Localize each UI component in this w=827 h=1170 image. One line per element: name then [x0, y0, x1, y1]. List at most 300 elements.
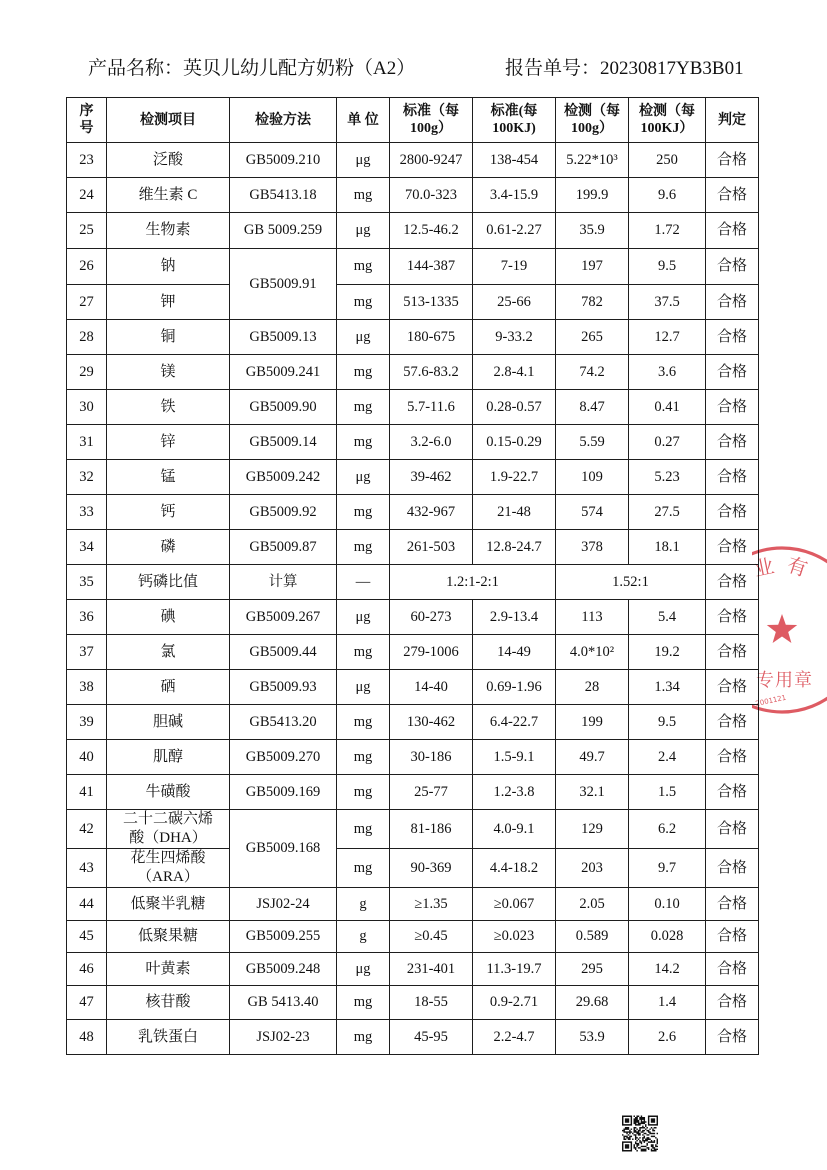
unit-text: mg — [353, 363, 373, 380]
judgement-text: 合格 — [716, 151, 747, 168]
row-number — [67, 565, 107, 600]
measured-per-100g-text: 782 — [581, 293, 603, 310]
test-item — [107, 213, 230, 249]
measured-per-100g-text: 295 — [581, 960, 603, 977]
measured-per-100kj-text: 14.2 — [654, 960, 680, 977]
standard-per-100g — [390, 888, 473, 921]
row-number-text: 44 — [79, 895, 94, 912]
measured-per-100kj-text: 18.1 — [654, 538, 680, 555]
standard-per-100g-text: 90-369 — [410, 859, 452, 876]
measured-per-100kj — [629, 495, 706, 530]
unit — [337, 143, 390, 178]
standard-per-100kj-text: 0.69-1.96 — [486, 678, 542, 695]
test-method — [230, 249, 337, 320]
measured-per-100g — [556, 810, 629, 849]
measured-per-100g — [556, 355, 629, 390]
standard-per-100g — [390, 178, 473, 213]
row-number — [67, 670, 107, 705]
test-item-text: 核苷酸 — [145, 994, 191, 1010]
standard-per-100kj — [473, 600, 556, 635]
standard-per-100g — [390, 740, 473, 775]
row-number — [67, 810, 107, 849]
unit-text: mg — [353, 186, 373, 203]
standard-per-100g — [390, 320, 473, 355]
standard-per-100kj-text: 11.3-19.7 — [486, 960, 542, 977]
unit-text: μg — [355, 151, 371, 168]
measured-per-100g — [556, 849, 629, 888]
test-item — [107, 355, 230, 390]
test-item-text: 铁 — [160, 398, 176, 415]
test-method — [230, 425, 337, 460]
test-item — [107, 143, 230, 178]
standard-per-100g — [390, 530, 473, 565]
measured-per-100g — [556, 530, 629, 565]
test-item — [107, 775, 230, 810]
measured-per-100g-text: 53.9 — [579, 1028, 605, 1045]
judgement-text: 合格 — [716, 783, 747, 800]
unit-text: mg — [353, 293, 373, 310]
standard-per-100kj-text: 2.9-13.4 — [489, 608, 539, 625]
judgement — [706, 986, 759, 1020]
measured-per-100g-text: 29.68 — [575, 994, 609, 1010]
row-number-text: 34 — [79, 538, 94, 555]
standard-per-100kj — [473, 635, 556, 670]
standard-per-100kj-text: ≥0.067 — [493, 895, 535, 912]
standard-per-100kj — [473, 213, 556, 249]
table-row — [67, 530, 759, 565]
judgement-text: 合格 — [716, 398, 747, 415]
judgement — [706, 888, 759, 921]
row-number-text: 43 — [79, 859, 94, 876]
measured-per-100g — [556, 635, 629, 670]
measured-per-100kj-text: 1.72 — [654, 222, 680, 238]
standard-per-100kj — [473, 775, 556, 810]
test-item — [107, 888, 230, 921]
unit-text: mg — [353, 433, 373, 450]
table-row — [67, 849, 759, 888]
measured-per-100g-text: 28 — [584, 678, 600, 695]
table-row — [67, 565, 759, 600]
standard-per-100kj — [473, 390, 556, 425]
standard-per-100g — [390, 495, 473, 530]
test-item-text: 乳铁蛋白 — [137, 1028, 198, 1045]
unit-text: mg — [353, 643, 373, 660]
unit — [337, 849, 390, 888]
table-row — [67, 705, 759, 740]
unit-text: mg — [353, 258, 373, 274]
test-method-text: GB5413.18 — [249, 186, 317, 203]
header-text: 序 — [79, 104, 94, 119]
unit — [337, 285, 390, 320]
test-item — [107, 320, 230, 355]
judgement-text: 合格 — [716, 643, 747, 660]
measured-per-100kj — [629, 249, 706, 285]
table-row — [67, 425, 759, 460]
measured-per-100kj — [629, 390, 706, 425]
measured-per-100g — [556, 285, 629, 320]
standard-per-100g-text: 130-462 — [406, 713, 456, 730]
measured-per-100kj — [629, 775, 706, 810]
test-item — [107, 705, 230, 740]
measured-per-100g — [556, 705, 629, 740]
standard-per-100kj — [473, 888, 556, 921]
header-text: 100g） — [410, 121, 452, 136]
row-number — [67, 986, 107, 1020]
table-row — [67, 249, 759, 285]
unit-text: μg — [355, 608, 371, 625]
measured-per-100g-text: 199 — [581, 713, 603, 730]
judgement — [706, 670, 759, 705]
standard-per-100g — [390, 565, 556, 600]
row-number — [67, 775, 107, 810]
test-item — [107, 921, 230, 953]
standard-per-100g-text: 3.2-6.0 — [410, 433, 452, 450]
judgement — [706, 565, 759, 600]
test-method-text: GB5009.44 — [249, 643, 317, 660]
standard-per-100g — [390, 810, 473, 849]
standard-per-100g — [390, 953, 473, 986]
test-method — [230, 775, 337, 810]
measured-per-100kj — [629, 460, 706, 495]
header-text: 检验方法 — [255, 112, 311, 128]
standard-per-100kj-text: 7-19 — [500, 258, 528, 274]
table-row — [67, 285, 759, 320]
judgement — [706, 355, 759, 390]
judgement — [706, 143, 759, 178]
table-head — [67, 98, 759, 143]
measured-per-100kj — [629, 740, 706, 775]
row-number-text: 38 — [79, 678, 94, 695]
row-number — [67, 460, 107, 495]
judgement — [706, 705, 759, 740]
standard-per-100g-text: 14-40 — [414, 678, 448, 695]
standard-per-100kj-text: 1.2-3.8 — [493, 783, 535, 800]
table-row — [67, 921, 759, 953]
row-number-text: 36 — [79, 608, 94, 625]
standard-per-100g — [390, 390, 473, 425]
measured-per-100g — [556, 249, 629, 285]
judgement-text: 合格 — [716, 363, 747, 380]
measured-per-100g-text: 5.59 — [579, 433, 605, 450]
unit — [337, 600, 390, 635]
test-item-text: 锰 — [160, 468, 176, 485]
table-row — [67, 1020, 759, 1055]
standard-per-100kj — [473, 986, 556, 1020]
test-method-text: GB5009.87 — [249, 538, 317, 555]
row-number-text: 28 — [79, 328, 94, 345]
table-row — [67, 495, 759, 530]
test-item-text: 磷 — [160, 538, 176, 555]
row-number — [67, 320, 107, 355]
row-number-text: 30 — [79, 398, 94, 415]
unit — [337, 1020, 390, 1055]
standard-per-100kj — [473, 953, 556, 986]
standard-per-100kj-text: 14-49 — [497, 643, 531, 660]
col-header-measured-100g — [556, 98, 629, 143]
table-row — [67, 775, 759, 810]
table-row — [67, 810, 759, 849]
standard-per-100g-text: 144-387 — [406, 258, 456, 274]
test-method-text: GB5009.91 — [249, 275, 317, 292]
test-method — [230, 740, 337, 775]
judgement — [706, 849, 759, 888]
standard-per-100g-text: 432-967 — [406, 503, 456, 520]
unit — [337, 888, 390, 921]
judgement-text: 合格 — [716, 433, 747, 450]
standard-per-100kj — [473, 495, 556, 530]
test-method-text: GB5009.242 — [245, 468, 321, 485]
row-number-text: 33 — [79, 503, 94, 520]
measured-per-100g-text: 265 — [581, 328, 603, 345]
standard-per-100kj — [473, 670, 556, 705]
judgement-text: 合格 — [716, 994, 747, 1010]
unit — [337, 530, 390, 565]
judgement — [706, 213, 759, 249]
col-header-standard-100kj — [473, 98, 556, 143]
row-number-text: 27 — [79, 293, 94, 310]
measured-per-100g-text: 378 — [581, 538, 603, 555]
test-item-text: 牛磺酸 — [145, 783, 191, 800]
test-method-text: GB5009.93 — [249, 678, 317, 695]
col-header-item — [107, 98, 230, 143]
header-text: 检测项目 — [140, 112, 196, 128]
test-method-text: GB 5413.40 — [247, 994, 319, 1010]
unit-text: mg — [353, 1028, 373, 1045]
standard-per-100kj — [473, 249, 556, 285]
unit-text: mg — [353, 538, 373, 555]
measured-per-100g — [556, 670, 629, 705]
measured-per-100g — [556, 775, 629, 810]
test-item-text: 镁 — [160, 363, 176, 380]
measured-per-100g-text: 197 — [581, 258, 603, 274]
judgement-text: 合格 — [716, 503, 747, 520]
measured-per-100kj-text: 1.34 — [654, 678, 680, 695]
standard-per-100kj — [473, 460, 556, 495]
header-text: 检测（每 — [639, 104, 695, 119]
row-number-text: 25 — [79, 222, 94, 238]
judgement — [706, 460, 759, 495]
test-method — [230, 213, 337, 249]
standard-per-100kj-text: 0.9-2.71 — [489, 994, 539, 1010]
unit — [337, 705, 390, 740]
judgement — [706, 249, 759, 285]
seal-arc-text — [752, 552, 820, 585]
measured-per-100g-text: 49.7 — [579, 748, 605, 765]
judgement-text: 合格 — [716, 186, 747, 203]
test-item — [107, 460, 230, 495]
judgement — [706, 285, 759, 320]
test-item-text: 叶黄素 — [145, 960, 191, 977]
unit-text: μg — [355, 222, 371, 238]
measured-per-100g — [556, 888, 629, 921]
table-row — [67, 888, 759, 921]
test-method-text: GB5009.210 — [245, 151, 321, 168]
judgement — [706, 635, 759, 670]
unit-text: μg — [355, 328, 371, 345]
table-row — [67, 740, 759, 775]
col-header-unit — [337, 98, 390, 143]
row-number — [67, 705, 107, 740]
standard-per-100kj-text: 0.61-2.27 — [486, 222, 542, 238]
header-text: 标准(每 — [490, 104, 538, 119]
test-item-text: 泛酸 — [152, 151, 183, 168]
standard-per-100g — [390, 460, 473, 495]
standard-per-100kj — [473, 143, 556, 178]
measured-per-100kj-text: 37.5 — [654, 293, 680, 310]
standard-per-100g — [390, 425, 473, 460]
unit — [337, 565, 390, 600]
measured-per-100kj — [629, 670, 706, 705]
test-item-text: 低聚半乳糖 — [130, 895, 206, 912]
standard-per-100kj — [473, 921, 556, 953]
measured-per-100kj-text: 19.2 — [654, 643, 680, 660]
measured-per-100g — [556, 565, 706, 600]
judgement-text: 合格 — [716, 820, 747, 837]
header-text: 100g） — [571, 121, 613, 136]
measured-per-100g-text: 4.0*10² — [569, 643, 615, 660]
measured-per-100kj-text: 0.27 — [654, 433, 680, 450]
row-number — [67, 635, 107, 670]
unit — [337, 425, 390, 460]
standard-per-100g-text: 30-186 — [410, 748, 452, 765]
measured-per-100g-text: 574 — [581, 503, 603, 520]
measured-per-100kj — [629, 635, 706, 670]
test-item — [107, 670, 230, 705]
report-number: 报告单号：20230817YB3B01 — [505, 58, 744, 79]
table-row — [67, 635, 759, 670]
standard-per-100kj — [473, 1020, 556, 1055]
header-row — [67, 98, 759, 143]
test-method — [230, 635, 337, 670]
row-number-text: 26 — [79, 258, 94, 274]
official-seal — [752, 540, 827, 725]
judgement — [706, 600, 759, 635]
table-row — [67, 213, 759, 249]
test-method — [230, 390, 337, 425]
unit — [337, 986, 390, 1020]
measured-per-100g — [556, 178, 629, 213]
test-item — [107, 740, 230, 775]
measured-per-100g — [556, 143, 629, 178]
table-row — [67, 143, 759, 178]
standard-per-100g-text: 261-503 — [406, 538, 456, 555]
measured-per-100kj-text: 0.41 — [654, 398, 680, 415]
measured-per-100g — [556, 953, 629, 986]
test-item-text: 钙 — [160, 503, 176, 520]
row-number-text: 40 — [79, 748, 94, 765]
test-item-text: 花生四烯酸（ARA） — [130, 850, 206, 885]
test-method — [230, 143, 337, 178]
test-method — [230, 810, 337, 888]
standard-per-100g-text: 45-95 — [414, 1028, 448, 1045]
test-method-text: GB5009.90 — [249, 398, 317, 415]
measured-per-100kj-text: 9.7 — [657, 859, 677, 876]
row-number-text: 31 — [79, 433, 94, 450]
measured-per-100kj-text: 250 — [656, 151, 678, 168]
measured-per-100kj-text: 2.4 — [657, 748, 677, 765]
unit-text: mg — [353, 859, 373, 876]
test-item-text: 碘 — [160, 608, 176, 625]
measured-per-100kj-text: 6.2 — [657, 820, 677, 837]
test-method-text: GB5009.13 — [249, 328, 317, 345]
row-number — [67, 249, 107, 285]
row-number-text: 24 — [79, 186, 94, 203]
test-method-text: GB5009.168 — [245, 840, 321, 856]
judgement — [706, 530, 759, 565]
standard-per-100g — [390, 249, 473, 285]
measured-per-100kj — [629, 530, 706, 565]
unit-text: g — [359, 928, 367, 944]
measured-per-100g-text: 1.52:1 — [612, 573, 649, 590]
standard-per-100g — [390, 986, 473, 1020]
judgement — [706, 425, 759, 460]
test-item-text: 维生素 C — [138, 186, 198, 203]
test-method — [230, 355, 337, 390]
measured-per-100g — [556, 425, 629, 460]
test-item — [107, 810, 230, 849]
measured-per-100g — [556, 460, 629, 495]
standard-per-100g — [390, 775, 473, 810]
measured-per-100g-text: 5.22*10³ — [566, 151, 618, 168]
test-method-text: GB5009.267 — [245, 608, 321, 625]
test-item-text: 铜 — [160, 328, 176, 345]
judgement-text: 合格 — [716, 859, 747, 876]
header-text: 检测（每 — [564, 104, 620, 119]
standard-per-100kj-text: 1.9-22.7 — [489, 468, 539, 485]
row-number — [67, 355, 107, 390]
standard-per-100g-text: 39-462 — [410, 468, 452, 485]
measured-per-100kj-text: 3.6 — [657, 363, 677, 380]
test-method-text: JSJ02-23 — [256, 1028, 310, 1045]
test-method-text: GB 5009.259 — [243, 222, 323, 238]
measured-per-100kj — [629, 355, 706, 390]
standard-per-100g — [390, 849, 473, 888]
standard-per-100kj — [473, 705, 556, 740]
measured-per-100kj — [629, 425, 706, 460]
row-number — [67, 953, 107, 986]
row-number — [67, 285, 107, 320]
test-item-text: 低聚果糖 — [137, 928, 198, 944]
measured-per-100g-text: 109 — [581, 468, 603, 485]
judgement-text: 合格 — [716, 258, 747, 274]
table-row — [67, 953, 759, 986]
test-method — [230, 565, 337, 600]
unit-text: μg — [355, 678, 371, 695]
test-method — [230, 888, 337, 921]
standard-per-100g-text: 60-273 — [410, 608, 452, 625]
measured-per-100kj-text: 0.10 — [654, 895, 680, 912]
unit — [337, 635, 390, 670]
measured-per-100g-text: 0.589 — [575, 928, 609, 944]
measured-per-100g-text: 74.2 — [579, 363, 605, 380]
test-method-text: JSJ02-24 — [256, 895, 310, 912]
measured-per-100kj — [629, 600, 706, 635]
test-item — [107, 495, 230, 530]
row-number-text: 46 — [79, 960, 94, 977]
standard-per-100g — [390, 705, 473, 740]
seal-arc-textpath: 业有 — [752, 551, 821, 585]
measured-per-100kj — [629, 1020, 706, 1055]
judgement-text: 合格 — [716, 928, 747, 944]
unit — [337, 390, 390, 425]
measured-per-100g — [556, 986, 629, 1020]
standard-per-100kj — [473, 355, 556, 390]
row-number — [67, 178, 107, 213]
header-text: 标准（每 — [403, 104, 459, 119]
header-text: 100KJ) — [492, 121, 536, 136]
seal-code-text: 2001121 — [754, 693, 787, 708]
unit-text: mg — [353, 398, 373, 415]
